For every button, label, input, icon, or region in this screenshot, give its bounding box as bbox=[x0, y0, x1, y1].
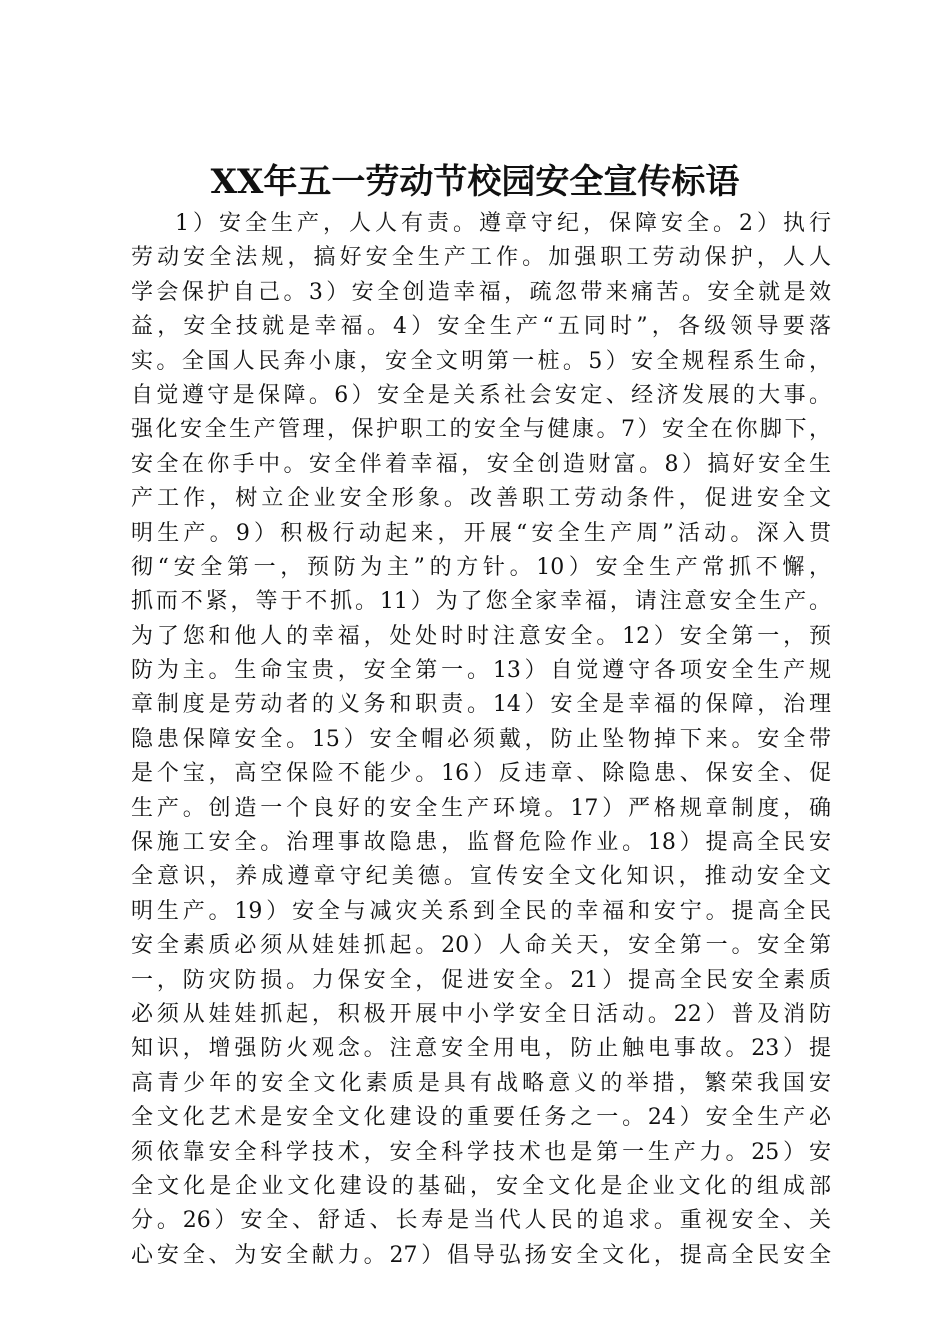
document-title: XX年五一劳动节校园安全宣传标语 bbox=[210, 162, 740, 202]
body-line: 明生产。19）安全与减灾关系到全民的幸福和安宁。提高全民 bbox=[131, 898, 831, 924]
body-line: 保施工安全。治理事故隐患，监督危险作业。18）提高全民安 bbox=[131, 830, 831, 856]
body-line: 全文化是企业文化建设的基础，安全文化是企业文化的组成部 bbox=[131, 1173, 831, 1199]
body-line: 是个宝，高空保险不能少。16）反违章、除隐患、保安全、促 bbox=[131, 761, 831, 787]
body-line: 防为主。生命宝贵，安全第一。13）自觉遵守各项安全生产规 bbox=[131, 658, 831, 684]
body-line: 学会保护自己。3）安全创造幸福，疏忽带来痛苦。安全就是效 bbox=[131, 279, 831, 305]
body-line: 为了您和他人的幸福，处处时时注意安全。12）安全第一，预 bbox=[131, 623, 831, 649]
body-line: 自觉遵守是保障。6）安全是关系社会安定、经济发展的大事。 bbox=[131, 382, 831, 408]
body-line: 生产。创造一个良好的安全生产环境。17）严格规章制度，确 bbox=[131, 795, 831, 821]
document-body bbox=[131, 207, 831, 1273]
body-line: 高青少年的安全文化素质是具有战略意义的举措，繁荣我国安 bbox=[131, 1070, 831, 1096]
body-line: 强化安全生产管理，保护职工的安全与健康。7）安全在你脚下， bbox=[131, 417, 831, 443]
body-line: 益，安全技就是幸福。4）安全生产“五同时”，各级领导要落 bbox=[131, 314, 831, 340]
body-line: 全文化艺术是安全文化建设的重要任务之一。24）安全生产必 bbox=[131, 1105, 831, 1131]
body-line: 心安全、为安全献力。27）倡导弘扬安全文化，提高全民安全 bbox=[131, 1242, 831, 1268]
body-line: 实。全国人民奔小康，安全文明第一桩。5）安全规程系生命， bbox=[131, 348, 831, 374]
body-line: 必须从娃娃抓起，积极开展中小学安全日活动。22）普及消防 bbox=[131, 1001, 831, 1027]
body-line: 一，防灾防损。力保安全，促进安全。21）提高全民安全素质 bbox=[131, 967, 831, 993]
body-line: 分。26）安全、舒适、长寿是当代人民的追求。重视安全、关 bbox=[131, 1208, 831, 1234]
body-line: 彻“安全第一，预防为主”的方针。10）安全生产常抓不懈， bbox=[131, 554, 831, 580]
body-line: 章制度是劳动者的义务和职责。14）安全是幸福的保障，治理 bbox=[131, 692, 831, 718]
body-line: 劳动安全法规，搞好安全生产工作。加强职工劳动保护，人人 bbox=[131, 245, 831, 271]
body-line: 抓而不紧，等于不抓。11）为了您全家幸福，请注意安全生产。 bbox=[131, 589, 831, 615]
body-line: 安全素质必须从娃娃抓起。20）人命关天，安全第一。安全第 bbox=[131, 933, 831, 959]
body-line: 知识，增强防火观念。注意安全用电，防止触电事故。23）提 bbox=[131, 1036, 831, 1062]
body-line: 须依靠安全科学技术，安全科学技术也是第一生产力。25）安 bbox=[131, 1139, 831, 1165]
body-line: 安全在你手中。安全伴着幸福，安全创造财富。8）搞好安全生 bbox=[131, 451, 831, 477]
body-line: 明生产。9）积极行动起来，开展“安全生产周”活动。深入贯 bbox=[131, 520, 831, 546]
body-line: 产工作，树立企业安全形象。改善职工劳动条件，促进安全文 bbox=[131, 486, 831, 512]
body-line: 隐患保障安全。15）安全帽必须戴，防止坠物掉下来。安全带 bbox=[131, 726, 831, 752]
body-line: 1）安全生产，人人有责。遵章守纪，保障安全。2）执行 bbox=[175, 211, 831, 236]
body-line: 全意识，养成遵章守纪美德。宣传安全文化知识，推动安全文 bbox=[131, 864, 831, 890]
